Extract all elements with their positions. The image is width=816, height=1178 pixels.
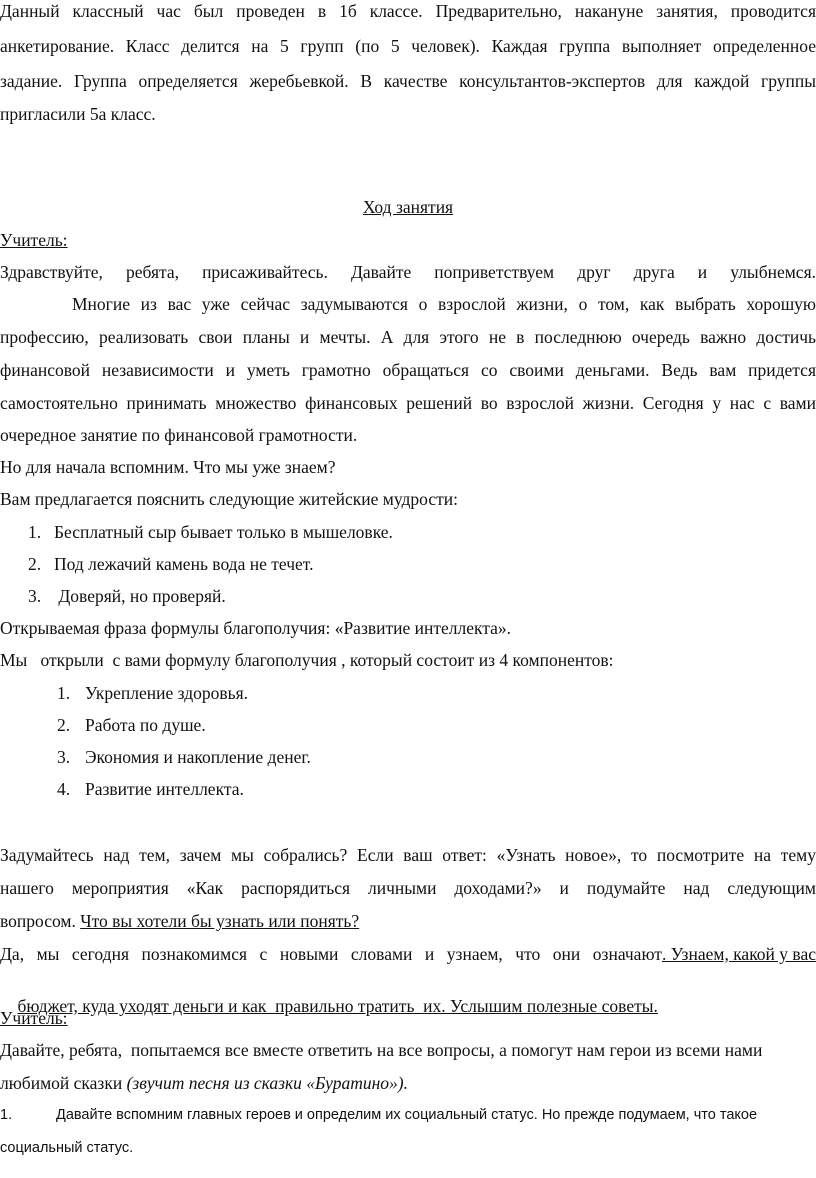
teacher-label-row-2	[0, 1008, 816, 1030]
intro-line-3: задание. Группа определяется жеребьевкой. В качестве консультантов-экспертов для каждой группы	[0, 71, 816, 91]
list-number: 3.	[57, 747, 71, 767]
task-text: Давайте вспомним главных героев и определим их социальный статус. Но прежде подумаем, что такое	[56, 1107, 758, 1123]
section-heading: Ход занятия	[362, 197, 454, 217]
proverb-item	[28, 554, 728, 576]
component-item	[57, 779, 757, 801]
teacher-label: Учитель:	[0, 230, 68, 250]
greeting-line-4: финансовой независимости и уметь грамотно обращаться со своими деньгами. Ведь вам придется	[0, 360, 816, 380]
list-number: 1.	[57, 683, 71, 703]
task-line-1	[0, 1105, 816, 1127]
think-line-2: нашего мероприятия «Как распорядиться личными доходами?» и подумайте над следующим	[0, 878, 816, 898]
heading-row	[0, 197, 816, 219]
invite-line-2	[0, 1073, 816, 1095]
intro-line-2: анкетирование. Класс делится на 5 групп (по 5 человек). Каждая группа выполняет определенное	[0, 36, 816, 56]
component-text: Укрепление здоровья.	[85, 683, 249, 703]
task-line-2: социальный статус.	[0, 1140, 134, 1156]
intro-line-1: Данный классный час был проведен в 1б классе. Предварительно, накануне занятия, проводится	[0, 1, 816, 21]
answer-text: Да, мы сегодня познакомимся с новыми словами и узнаем, что они означают	[0, 944, 662, 964]
think-text: вопросом.	[0, 911, 81, 931]
proverb-text: Доверяй, но проверяй.	[54, 586, 226, 606]
component-item	[57, 715, 757, 737]
answer-underlined-2: бюджет, куда уходят деньги и как правильно тратить их. Услышим полезные советы.	[17, 996, 658, 1016]
component-text: Работа по душе.	[85, 715, 206, 735]
proverb-text: Бесплатный сыр бывает только в мышеловке.	[54, 522, 393, 542]
answer-underlined-1: . Узнаем, какой у вас	[661, 944, 816, 964]
teacher-label-row-1	[0, 230, 816, 252]
teacher-label: Учитель:	[0, 1008, 68, 1028]
greeting-line-5: самостоятельно принимать множество финансовых решений во взрослой жизни. Сегодня у нас с вами	[0, 393, 816, 413]
formula-intro: Мы открыли с вами формулу благополучия , который состоит из 4 компонентов:	[0, 650, 614, 670]
greeting-line-1: Здравствуйте, ребята, присаживайтесь. Давайте поприветствуем друг друга и улыбнемся.	[0, 262, 816, 282]
greeting-line-3: профессию, реализовать свои планы и мечты. А для этого не в последнюю очередь важно достичь	[0, 327, 816, 347]
list-number: 2.	[57, 715, 71, 735]
invite-text: любимой сказки	[0, 1073, 127, 1093]
proverb-text: Под лежачий камень вода не течет.	[54, 554, 314, 574]
proverb-item	[28, 586, 728, 608]
component-text: Экономия и накопление денег.	[85, 747, 311, 767]
answer-line-1	[0, 944, 816, 966]
component-item	[57, 747, 757, 769]
think-line-1: Задумайтесь над тем, зачем мы собрались? Если ваш ответ: «Узнать новое», то посмотрите на тему	[0, 845, 816, 865]
greeting-line-2: Многие из вас уже сейчас задумываются о взрослой жизни, о том, как выбрать хорошую	[72, 294, 816, 314]
component-item	[57, 683, 757, 705]
greeting-line-6: очередное занятие по финансовой грамотности.	[0, 425, 358, 445]
list-number: 1.	[28, 522, 42, 542]
list-number: 3.	[28, 586, 42, 606]
think-question: Что вы хотели бы узнать или понять?	[80, 911, 360, 931]
think-line-3	[0, 911, 816, 933]
invite-line-1: Давайте, ребята, попытаемся все вместе ответить на все вопросы, а помогут нам герои из всеми нами	[0, 1040, 763, 1060]
recall-line: Но для начала вспомним. Что мы уже знаем?	[0, 457, 336, 477]
intro-line-4: пригласили 5а класс.	[0, 104, 156, 124]
invite-italic: (звучит песня из сказки «Буратино»).	[126, 1073, 408, 1093]
list-number: 4.	[57, 779, 71, 799]
answer-line-2	[0, 976, 816, 1016]
proverbs-intro: Вам предлагается пояснить следующие житейские мудрости:	[0, 489, 459, 509]
proverb-item	[28, 522, 728, 544]
list-number: 2.	[28, 554, 42, 574]
formula-phrase: Открываемая фраза формулы благополучия: «Развитие интеллекта».	[0, 618, 512, 638]
list-number: 1.	[0, 1107, 13, 1123]
component-text: Развитие интеллекта.	[85, 779, 244, 799]
